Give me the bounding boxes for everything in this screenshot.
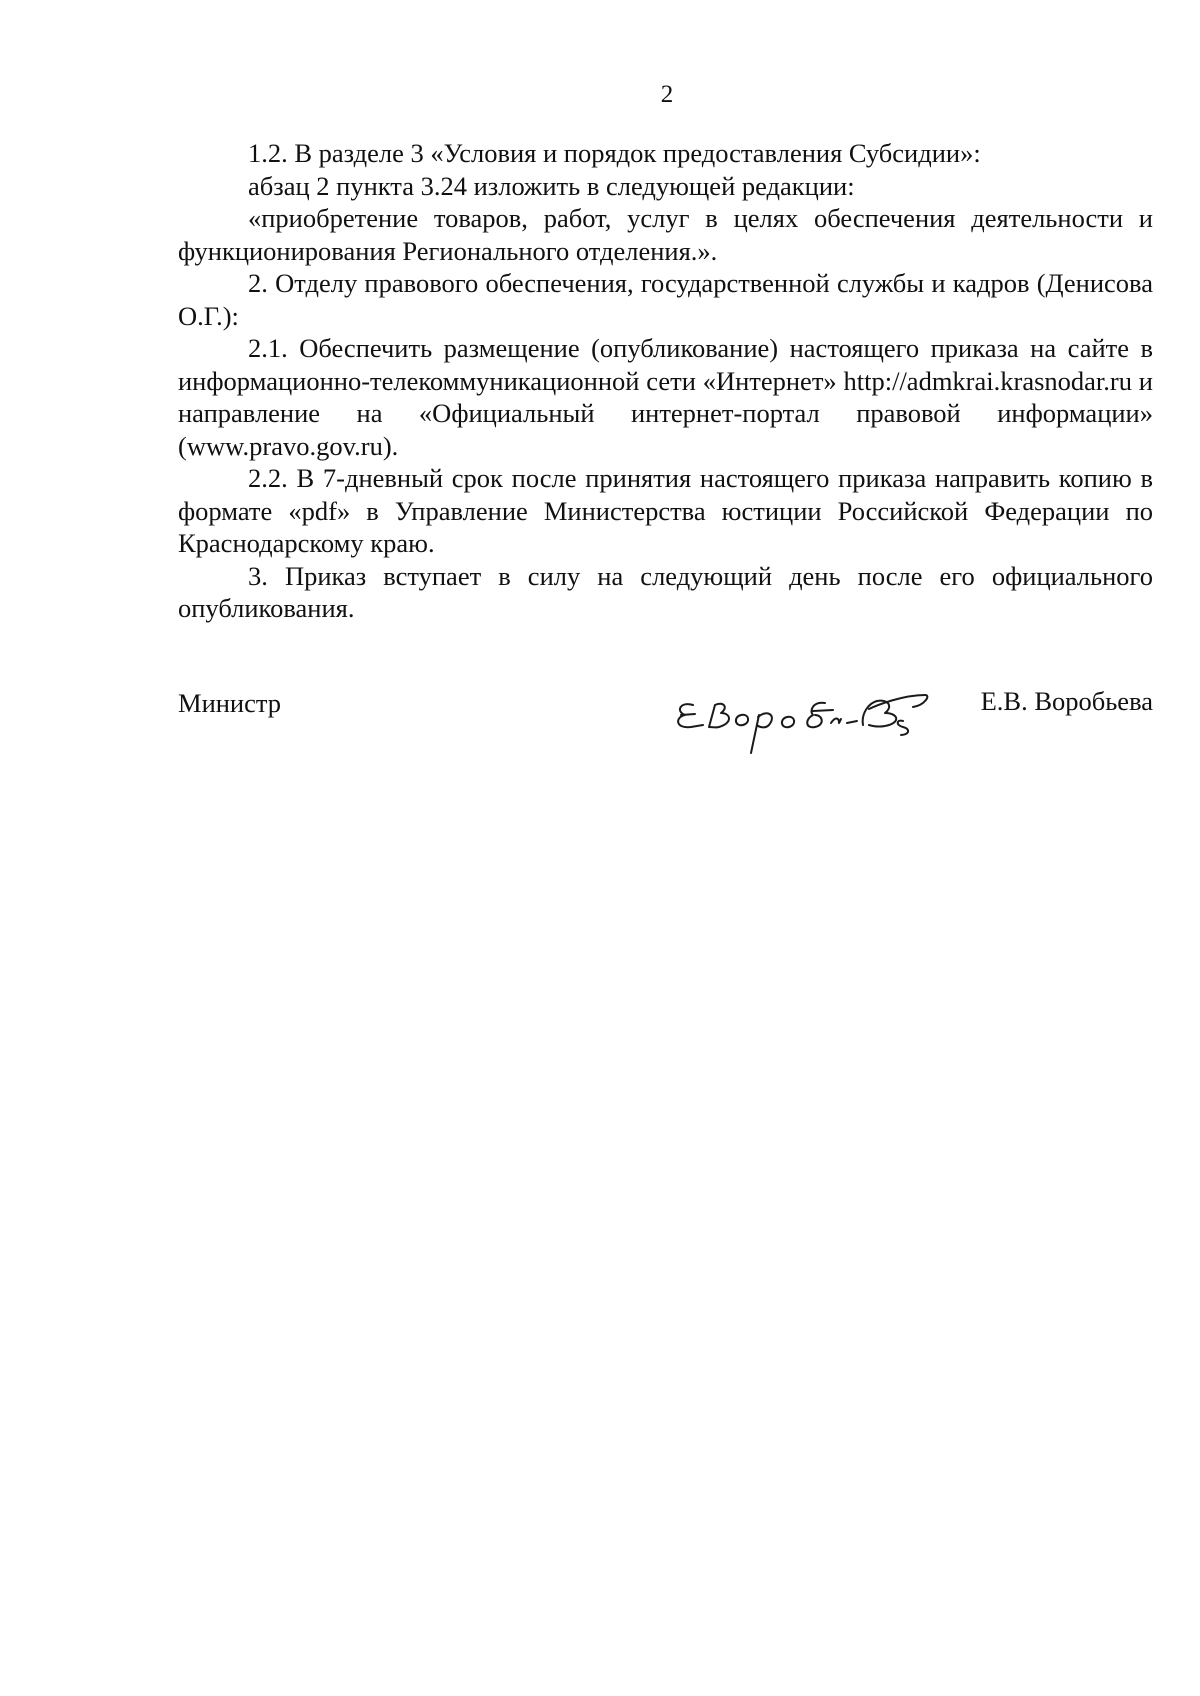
signature-block xyxy=(178,665,1153,765)
paragraph-2-1: 2.1. Обеспечить размещение (опубликование) настоящего приказа на сайте в информационно-телекоммуникационной сети «Интернет» http://admkrai.krasnodar.ru и направление на «Официальный интернет-портал правовой информации» (www.pravo.gov.ru). xyxy=(178,333,1153,461)
handwritten-signature xyxy=(663,665,938,755)
page-number: 2 xyxy=(660,81,674,108)
paragraph-1-2: 1.2. В разделе 3 «Условия и порядок предоставления Субсидии»: xyxy=(248,138,981,168)
document-body xyxy=(178,137,1153,625)
paragraph-2-2: 2.2. В 7-дневный срок после принятия настоящего приказа направить копию в формате «pdf» в Управление Министерства юстиции Российской Федерации по Краснодарскому краю. xyxy=(178,463,1153,558)
paragraph-amendment-text: «приобретение товаров, работ, услуг в целях обеспечения деятельности и функционирования Регионального отделения.». xyxy=(178,203,1153,266)
paragraph-3: 3. Приказ вступает в силу на следующий день после его официального опубликования. xyxy=(178,560,1153,623)
signer-name: Е.В. Воробьева xyxy=(980,686,1153,716)
paragraph-amendment-intro: абзац 2 пункта 3.24 изложить в следующей редакции: xyxy=(248,170,855,201)
signer-position: Министр xyxy=(178,688,282,718)
paragraph-2: 2. Отделу правового обеспечения, государственной службы и кадров (Денисова О.Г.): xyxy=(178,268,1153,331)
